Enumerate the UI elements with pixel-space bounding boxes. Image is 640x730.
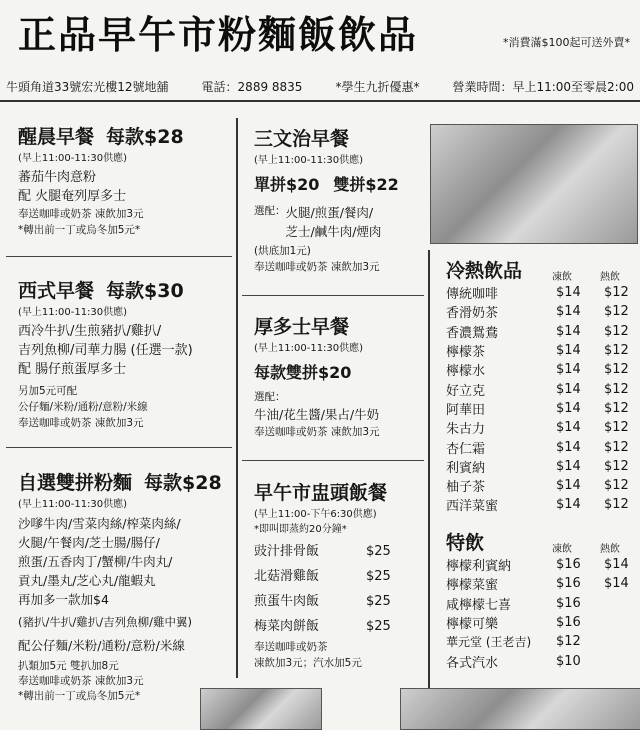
note-line: 奉送咖啡或奶茶 bbox=[254, 641, 328, 653]
drink-name: 傳統咖啡 bbox=[446, 287, 499, 303]
choose-label: 選配： bbox=[254, 205, 286, 217]
cold-price: $14 bbox=[556, 420, 581, 436]
section-title: 西式早餐 bbox=[18, 280, 95, 302]
section-divider bbox=[242, 460, 424, 461]
cold-price: $14 bbox=[556, 323, 581, 339]
drink-name: 檸檬水 bbox=[446, 364, 486, 380]
serving-time: (早上11:00-11:30供應) bbox=[254, 155, 364, 166]
rice-item-price: $25 bbox=[366, 619, 391, 634]
option-line: 芝士/鹹牛肉/煙肉 bbox=[285, 224, 382, 239]
menu-line: (豬扒/牛扒/雞扒/吉列魚柳/雞中翼) bbox=[18, 615, 192, 629]
serving-time: (早上11:00-下午6:30供應) bbox=[254, 509, 377, 520]
phone: 電話：2889 8835 bbox=[201, 80, 303, 94]
serving-time: (早上11:00-11:30供應) bbox=[18, 307, 128, 318]
drink-row bbox=[446, 457, 629, 476]
drink-name: 各式汽水 bbox=[446, 655, 499, 671]
restaurant-title: 正品早午市粉麵飯飲品 bbox=[18, 12, 419, 57]
sandwich-breakfast-section bbox=[254, 124, 426, 275]
hot-price: $12 bbox=[604, 420, 629, 436]
rice-item bbox=[254, 564, 426, 589]
drink-row bbox=[446, 360, 629, 379]
drink-name: 杏仁霜 bbox=[446, 441, 486, 457]
drink-row bbox=[446, 341, 629, 360]
hot-price bbox=[604, 632, 629, 651]
hot-price: $12 bbox=[604, 439, 629, 455]
hot-price: $14 bbox=[604, 576, 629, 592]
cold-price: $16 bbox=[556, 595, 581, 611]
drink-name: 檸檬利賓納 bbox=[446, 559, 512, 575]
rice-item-name: 煎蛋牛肉飯 bbox=[254, 594, 320, 609]
note-line: 奉送咖啡或奶茶 凍飲加3元 bbox=[18, 675, 144, 687]
option-line: 牛油/花生醬/果占/牛奶 bbox=[254, 407, 380, 422]
hot-price: $12 bbox=[604, 304, 629, 320]
breakfast-set-section bbox=[18, 122, 233, 238]
drink-name: 朱古力 bbox=[446, 422, 486, 438]
note-line: 公仔麵/米粉/通粉/意粉/米線 bbox=[18, 401, 148, 413]
hot-price bbox=[604, 594, 629, 613]
toast-price: 每款雙拼$20 bbox=[254, 363, 352, 382]
hot-header: 熱飲 bbox=[600, 272, 620, 283]
cold-price: $16 bbox=[556, 615, 581, 631]
drink-row bbox=[446, 613, 629, 632]
menu-line: 沙嗲牛肉/雪菜肉絲/榨菜肉絲/ bbox=[18, 516, 181, 531]
column-divider-right bbox=[428, 250, 430, 690]
hot-price bbox=[604, 651, 629, 670]
note-line: *轉出前一丁或烏冬加5元* bbox=[18, 224, 141, 236]
menu-line: 再加多一款加$4 bbox=[18, 592, 109, 607]
student-discount: *學生九折優惠* bbox=[335, 80, 420, 94]
drink-name: 好立克 bbox=[446, 383, 486, 399]
drink-name: 檸檬茶 bbox=[446, 345, 486, 361]
drink-name: 華元堂 (王老吉) bbox=[446, 635, 532, 650]
rice-item-price: $25 bbox=[366, 594, 391, 609]
section-title: 厚多士早餐 bbox=[254, 316, 350, 338]
drink-row bbox=[446, 594, 629, 613]
section-title: 特飲 bbox=[446, 532, 485, 554]
section-price: 每款$28 bbox=[144, 472, 222, 494]
cold-price: $14 bbox=[556, 381, 581, 397]
drink-name: 咸檸檬七喜 bbox=[446, 597, 512, 613]
hot-price bbox=[604, 613, 629, 632]
hot-header: 熱飲 bbox=[600, 544, 620, 555]
section-price: 每款$30 bbox=[106, 280, 184, 302]
section-title: 自選雙拼粉麵 bbox=[18, 472, 133, 494]
cold-price: $14 bbox=[556, 362, 581, 378]
drink-name: 西洋菜蜜 bbox=[446, 499, 499, 515]
food-photo bbox=[400, 688, 640, 730]
hot-price: $12 bbox=[604, 343, 629, 359]
drink-name: 利賓納 bbox=[446, 460, 486, 476]
section-title: 冷熱飲品 bbox=[446, 260, 523, 282]
rice-item-price: $25 bbox=[366, 544, 391, 559]
drink-name: 柚子茶 bbox=[446, 480, 486, 496]
note-line: (烘底加1元) bbox=[254, 245, 311, 257]
drinks-section bbox=[446, 256, 636, 515]
note-line: 奉送咖啡或奶茶 凍飲加3元 bbox=[18, 417, 144, 429]
info-bar bbox=[0, 78, 640, 95]
food-photo bbox=[200, 688, 322, 730]
double-noodle-section bbox=[18, 468, 233, 704]
drink-name: 香滑奶茶 bbox=[446, 306, 499, 322]
menu-line: 火腿/午餐肉/芝士腸/腸仔/ bbox=[18, 535, 160, 550]
note-line: 奉送咖啡或奶茶 凍飲加3元 bbox=[254, 261, 380, 273]
cold-header: 凍飲 bbox=[552, 272, 572, 283]
cold-price: $16 bbox=[556, 576, 581, 592]
note-line: 奉送咖啡或奶茶 凍飲加3元 bbox=[254, 426, 380, 438]
hot-price: $12 bbox=[604, 400, 629, 416]
column-divider-left bbox=[236, 118, 238, 678]
cold-price: $14 bbox=[556, 439, 581, 455]
drink-row bbox=[446, 495, 629, 514]
cold-price: $14 bbox=[556, 458, 581, 474]
cold-price: $10 bbox=[556, 653, 581, 669]
cold-price: $14 bbox=[556, 304, 581, 320]
cold-price: $14 bbox=[556, 497, 581, 513]
rice-item-name: 北菇滑雞飯 bbox=[254, 569, 320, 584]
drink-name: 檸檬菜蜜 bbox=[446, 578, 499, 594]
serving-time: (早上11:00-11:30供應) bbox=[254, 343, 364, 354]
serving-time: (早上11:00-11:30供應) bbox=[18, 499, 128, 510]
hot-price: $12 bbox=[604, 381, 629, 397]
drink-row bbox=[446, 379, 629, 398]
rice-item-price: $25 bbox=[366, 569, 391, 584]
steam-note: *即叫即蒸約20分鐘* bbox=[254, 524, 347, 535]
rice-item bbox=[254, 614, 426, 639]
menu-line: 西冷牛扒/生煎豬扒/雞扒/ bbox=[18, 324, 162, 339]
drink-row bbox=[446, 322, 629, 341]
rice-item bbox=[254, 589, 426, 614]
rice-item-name: 豉汁排骨飯 bbox=[254, 544, 320, 559]
drink-row bbox=[446, 302, 629, 321]
note-line: 另加5元可配 bbox=[18, 385, 78, 397]
cold-header: 凍飲 bbox=[552, 544, 572, 555]
menu-line: 貢丸/墨丸/芝心丸/龍蝦丸 bbox=[18, 573, 156, 588]
toast-breakfast-section bbox=[254, 312, 426, 440]
special-drinks-section bbox=[446, 528, 636, 671]
delivery-promo: *消費滿$100起可送外賣* bbox=[503, 36, 630, 49]
section-title: 早午市盅頭飯餐 bbox=[254, 482, 388, 504]
section-price: 每款$28 bbox=[106, 126, 184, 148]
drink-name: 檸檬可樂 bbox=[446, 617, 499, 633]
hot-price: $12 bbox=[604, 323, 629, 339]
drink-row bbox=[446, 399, 629, 418]
cold-price: $12 bbox=[556, 634, 581, 650]
serving-time: (早上11:00-11:30供應) bbox=[18, 153, 128, 164]
drink-row bbox=[446, 476, 629, 495]
cold-price: $14 bbox=[556, 478, 581, 494]
hot-price: $12 bbox=[604, 362, 629, 378]
address: 牛頭角道33號宏光樓12號地舖 bbox=[6, 80, 169, 94]
food-photo bbox=[430, 124, 638, 244]
rice-item bbox=[254, 539, 426, 564]
menu-line: 蕃茄牛肉意粉 bbox=[18, 170, 97, 185]
drink-row bbox=[446, 437, 629, 456]
section-divider bbox=[242, 295, 424, 296]
specials-table bbox=[446, 555, 629, 671]
hot-price: $12 bbox=[604, 285, 629, 301]
drink-row bbox=[446, 632, 629, 651]
opening-hours: 營業時間：早上11:00至零晨2:00 bbox=[452, 80, 634, 94]
note-line: 奉送咖啡或奶茶 凍飲加3元 bbox=[18, 208, 144, 220]
section-title: 三文治早餐 bbox=[254, 128, 350, 150]
drink-row bbox=[446, 418, 629, 437]
drink-row bbox=[446, 651, 629, 670]
drinks-table bbox=[446, 283, 629, 515]
menu-line: 煎蛋/五香肉丁/蟹柳/牛肉丸/ bbox=[18, 554, 173, 569]
note-line: 扒類加5元 雙扒加8元 bbox=[18, 660, 119, 672]
cold-price: $14 bbox=[556, 285, 581, 301]
menu-line: 配 火腿奄列厚多士 bbox=[18, 189, 127, 204]
menu-line: 配 腸仔煎蛋厚多士 bbox=[18, 362, 127, 377]
section-divider bbox=[6, 447, 232, 448]
drink-row bbox=[446, 574, 629, 593]
drink-name: 香濃鴛鴦 bbox=[446, 325, 499, 341]
header-divider bbox=[0, 100, 640, 102]
note-line: 凍飲加3元；汽水加5元 bbox=[254, 657, 362, 669]
double-price: 雙拼$22 bbox=[333, 175, 399, 194]
single-price: 單拼$20 bbox=[254, 175, 320, 194]
menu-line: 吉列魚柳/司華力腸 (任選一款) bbox=[18, 343, 193, 358]
drink-row bbox=[446, 555, 629, 574]
hot-price: $12 bbox=[604, 497, 629, 513]
drink-row bbox=[446, 283, 629, 302]
drink-name: 阿華田 bbox=[446, 402, 486, 418]
section-title: 醒晨早餐 bbox=[18, 126, 95, 148]
note-line: *轉出前一丁或烏冬加5元* bbox=[18, 690, 141, 702]
section-divider bbox=[6, 256, 232, 257]
hot-price: $12 bbox=[604, 478, 629, 494]
rice-item-name: 梅菜肉餅飯 bbox=[254, 619, 320, 634]
hot-price: $14 bbox=[604, 557, 629, 573]
cold-price: $14 bbox=[556, 343, 581, 359]
rice-set-section bbox=[254, 478, 426, 671]
choose-label: 選配： bbox=[254, 391, 286, 403]
cold-price: $14 bbox=[556, 400, 581, 416]
western-breakfast-section bbox=[18, 276, 233, 431]
menu-line: 配公仔麵/米粉/通粉/意粉/米線 bbox=[18, 638, 185, 653]
hot-price: $12 bbox=[604, 458, 629, 474]
option-line: 火腿/煎蛋/餐肉/ bbox=[285, 205, 374, 220]
cold-price: $16 bbox=[556, 557, 581, 573]
